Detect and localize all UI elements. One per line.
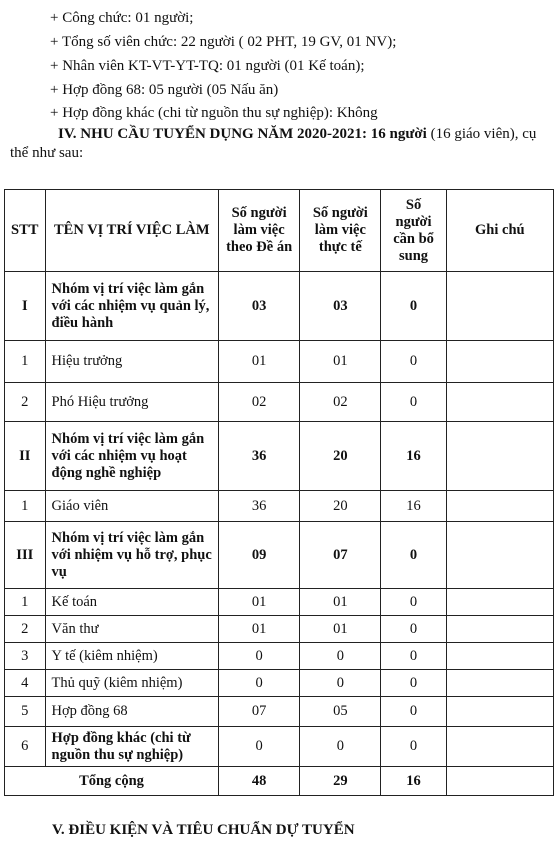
- cell-planned: 36: [219, 491, 300, 522]
- cell-position: Văn thư: [45, 616, 218, 643]
- section-iv-title: IV. NHU CẦU TUYỂN DỤNG NĂM 2020-2021: 16 người: [58, 126, 427, 142]
- cell-stt: 1: [5, 589, 46, 616]
- cell-planned: 07: [219, 697, 300, 727]
- recruitment-table: [4, 189, 554, 796]
- cell-needed: 0: [381, 670, 446, 697]
- total-note: [446, 767, 553, 796]
- header-actual: Số người làm việc thực tế: [300, 190, 381, 272]
- cell-position: Hiệu trưởng: [45, 341, 218, 383]
- cell-position: Hợp đồng khác (chi từ nguồn thu sự nghiệp): [45, 727, 218, 767]
- cell-actual: 05: [300, 697, 381, 727]
- table-row-group-iii: [5, 522, 554, 589]
- cell-actual: 0: [300, 670, 381, 697]
- table-row-total: [5, 767, 554, 796]
- cell-stt: 1: [5, 491, 46, 522]
- table-row: [5, 589, 554, 616]
- section-iv-heading: [10, 125, 552, 163]
- cell-note: [446, 616, 553, 643]
- intro-line-contract-68: + Hợp đồng 68: 05 người (05 Nấu ăn): [50, 82, 279, 98]
- table-row: [5, 697, 554, 727]
- cell-planned: 01: [219, 616, 300, 643]
- cell-planned: 01: [219, 589, 300, 616]
- table-row-group-i: [5, 272, 554, 341]
- cell-note: [446, 522, 553, 589]
- cell-note: [446, 697, 553, 727]
- cell-note: [446, 383, 553, 422]
- cell-position: Thủ quỹ (kiêm nhiệm): [45, 670, 218, 697]
- cell-actual: 0: [300, 643, 381, 670]
- cell-stt: 4: [5, 670, 46, 697]
- cell-planned: 03: [219, 272, 300, 341]
- cell-stt: I: [5, 272, 46, 341]
- cell-actual: 01: [300, 341, 381, 383]
- cell-needed: 0: [381, 727, 446, 767]
- cell-actual: 07: [300, 522, 381, 589]
- cell-stt: 3: [5, 643, 46, 670]
- cell-needed: 0: [381, 383, 446, 422]
- cell-planned: 02: [219, 383, 300, 422]
- cell-planned: 0: [219, 727, 300, 767]
- cell-needed: 0: [381, 341, 446, 383]
- cell-position: Nhóm vị trí việc làm gắn với các nhiệm vụ hoạt động nghề nghiệp: [45, 422, 218, 491]
- cell-position: Giáo viên: [45, 491, 218, 522]
- cell-position: Nhóm vị trí việc làm gắn với nhiệm vụ hỗ trợ, phục vụ: [45, 522, 218, 589]
- cell-needed: 0: [381, 589, 446, 616]
- cell-stt: 6: [5, 727, 46, 767]
- table-row: [5, 383, 554, 422]
- table-row: [5, 643, 554, 670]
- cell-actual: 03: [300, 272, 381, 341]
- cell-stt: 2: [5, 383, 46, 422]
- header-stt: STT: [5, 190, 46, 272]
- intro-line-other-contract: + Hợp đồng khác (chi từ nguồn thu sự nghiệp): Không: [50, 105, 378, 121]
- table-row: [5, 491, 554, 522]
- cell-needed: 0: [381, 272, 446, 341]
- cell-stt: III: [5, 522, 46, 589]
- cell-note: [446, 589, 553, 616]
- total-needed: 16: [381, 767, 446, 796]
- cell-stt: 1: [5, 341, 46, 383]
- cell-actual: 0: [300, 727, 381, 767]
- table-row: [5, 670, 554, 697]
- cell-actual: 20: [300, 491, 381, 522]
- cell-position: Kế toán: [45, 589, 218, 616]
- header-planned: Số người làm việc theo Đề án: [219, 190, 300, 272]
- cell-actual: 02: [300, 383, 381, 422]
- cell-actual: 01: [300, 616, 381, 643]
- cell-note: [446, 422, 553, 491]
- header-note: Ghi chú: [446, 190, 553, 272]
- cell-stt: 5: [5, 697, 46, 727]
- section-iv-detail: (16 giáo viên), cụ thể như sau:: [10, 126, 537, 161]
- cell-position: Nhóm vị trí việc làm gắn với các nhiệm vụ quản lý, điều hành: [45, 272, 218, 341]
- cell-planned: 0: [219, 643, 300, 670]
- cell-planned: 01: [219, 341, 300, 383]
- cell-needed: 0: [381, 522, 446, 589]
- cell-note: [446, 341, 553, 383]
- cell-position: Phó Hiệu trưởng: [45, 383, 218, 422]
- cell-note: [446, 643, 553, 670]
- table-row: [5, 341, 554, 383]
- header-position: TÊN VỊ TRÍ VIỆC LÀM: [45, 190, 218, 272]
- cell-note: [446, 491, 553, 522]
- cell-position: Y tế (kiêm nhiệm): [45, 643, 218, 670]
- cell-note: [446, 272, 553, 341]
- table-header-row: [5, 190, 554, 272]
- table-row-group-ii: [5, 422, 554, 491]
- cell-needed: 16: [381, 422, 446, 491]
- cell-needed: 0: [381, 697, 446, 727]
- cell-stt: II: [5, 422, 46, 491]
- section-v-heading: V. ĐIỀU KIỆN VÀ TIÊU CHUẨN DỰ TUYỂN: [52, 822, 355, 838]
- cell-planned: 09: [219, 522, 300, 589]
- header-needed: Số người cần bổ sung: [381, 190, 446, 272]
- cell-note: [446, 670, 553, 697]
- intro-line-public-employees: + Tổng số viên chức: 22 người ( 02 PHT, 19 GV, 01 NV);: [50, 34, 397, 50]
- table-row: [5, 727, 554, 767]
- table-row: [5, 616, 554, 643]
- cell-actual: 01: [300, 589, 381, 616]
- cell-position: Hợp đồng 68: [45, 697, 218, 727]
- total-actual: 29: [300, 767, 381, 796]
- total-planned: 48: [219, 767, 300, 796]
- intro-line-staff: + Nhân viên KT-VT-YT-TQ: 01 người (01 Kế toán);: [50, 58, 365, 74]
- cell-needed: 0: [381, 643, 446, 670]
- cell-needed: 16: [381, 491, 446, 522]
- cell-note: [446, 727, 553, 767]
- cell-planned: 36: [219, 422, 300, 491]
- cell-actual: 20: [300, 422, 381, 491]
- cell-stt: 2: [5, 616, 46, 643]
- cell-needed: 0: [381, 616, 446, 643]
- total-label: Tổng cộng: [5, 767, 219, 796]
- cell-planned: 0: [219, 670, 300, 697]
- intro-line-civil-servants: + Công chức: 01 người;: [50, 10, 194, 26]
